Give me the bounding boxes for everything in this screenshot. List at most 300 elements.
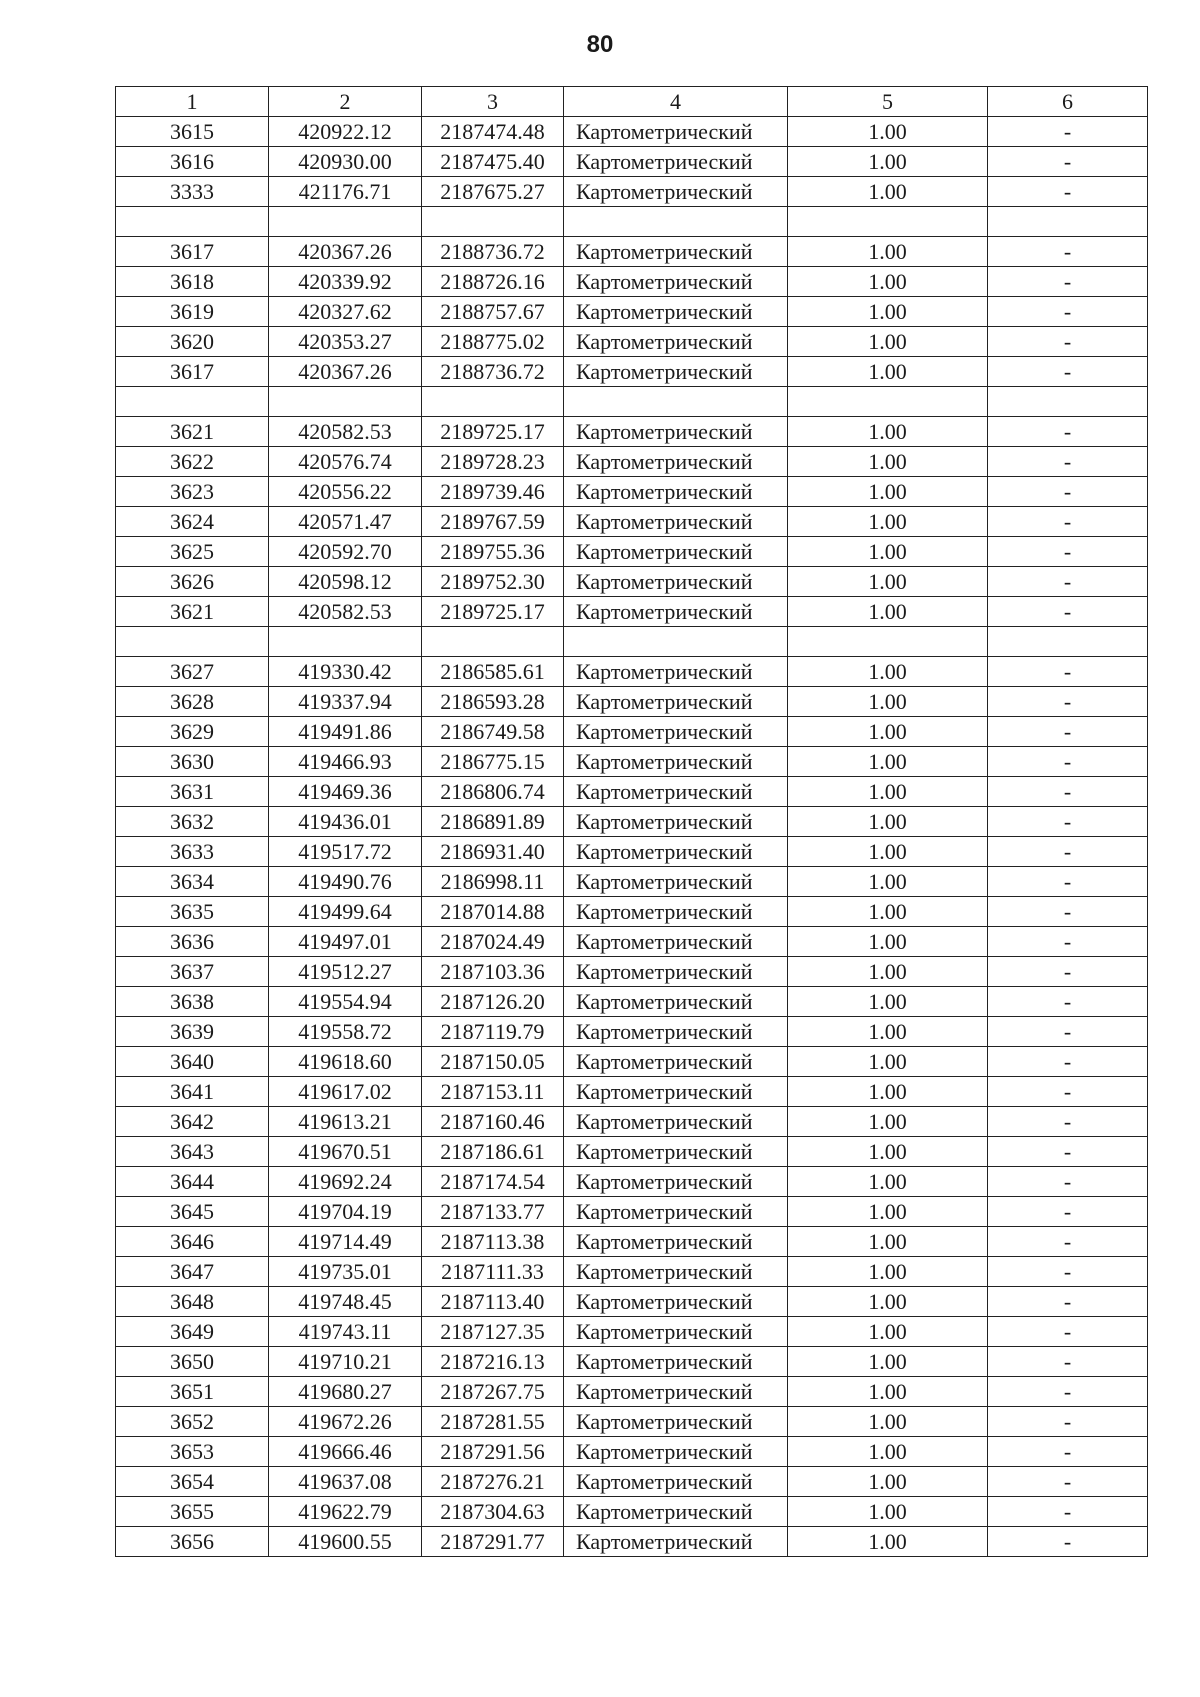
note-cell: - xyxy=(988,927,1148,957)
table-row xyxy=(116,1287,1148,1317)
y-coordinate-cell: 2188736.72 xyxy=(422,237,564,267)
accuracy-cell: 1.00 xyxy=(788,747,988,777)
note-cell: - xyxy=(988,1527,1148,1557)
accuracy-cell: 1.00 xyxy=(788,147,988,177)
point-number-cell: 3635 xyxy=(116,897,269,927)
accuracy-cell: 1.00 xyxy=(788,477,988,507)
method-cell: Картометрический xyxy=(564,1137,788,1167)
table-row xyxy=(116,1257,1148,1287)
accuracy-cell: 1.00 xyxy=(788,1197,988,1227)
accuracy-cell: 1.00 xyxy=(788,687,988,717)
method-cell: Картометрический xyxy=(564,447,788,477)
accuracy-cell: 1.00 xyxy=(788,777,988,807)
point-number-cell: 3617 xyxy=(116,237,269,267)
y-coordinate-cell: 2186891.89 xyxy=(422,807,564,837)
y-coordinate-cell: 2189755.36 xyxy=(422,537,564,567)
point-number-cell xyxy=(116,207,269,237)
accuracy-cell: 1.00 xyxy=(788,717,988,747)
accuracy-cell: 1.00 xyxy=(788,1437,988,1467)
x-coordinate-cell: 419517.72 xyxy=(269,837,422,867)
y-coordinate-cell: 2187475.40 xyxy=(422,147,564,177)
point-number-cell: 3616 xyxy=(116,147,269,177)
y-coordinate-cell: 2187186.61 xyxy=(422,1137,564,1167)
accuracy-cell: 1.00 xyxy=(788,657,988,687)
point-number-cell: 3642 xyxy=(116,1107,269,1137)
accuracy-cell: 1.00 xyxy=(788,1167,988,1197)
y-coordinate-cell: 2187126.20 xyxy=(422,987,564,1017)
method-cell: Картометрический xyxy=(564,1377,788,1407)
y-coordinate-cell: 2187127.35 xyxy=(422,1317,564,1347)
column-header: 6 xyxy=(988,87,1148,117)
method-cell: Картометрический xyxy=(564,837,788,867)
table-row xyxy=(116,1017,1148,1047)
table-row xyxy=(116,417,1148,447)
table-row xyxy=(116,687,1148,717)
y-coordinate-cell: 2189725.17 xyxy=(422,597,564,627)
x-coordinate-cell: 419558.72 xyxy=(269,1017,422,1047)
table-row xyxy=(116,597,1148,627)
point-number-cell: 3651 xyxy=(116,1377,269,1407)
point-number-cell: 3638 xyxy=(116,987,269,1017)
point-number-cell: 3634 xyxy=(116,867,269,897)
table-row xyxy=(116,747,1148,777)
x-coordinate-cell: 420367.26 xyxy=(269,237,422,267)
note-cell: - xyxy=(988,1317,1148,1347)
note-cell: - xyxy=(988,1197,1148,1227)
y-coordinate-cell: 2188736.72 xyxy=(422,357,564,387)
note-cell xyxy=(988,627,1148,657)
accuracy-cell: 1.00 xyxy=(788,1137,988,1167)
method-cell: Картометрический xyxy=(564,1197,788,1227)
table-row xyxy=(116,717,1148,747)
x-coordinate-cell: 420582.53 xyxy=(269,597,422,627)
table-row xyxy=(116,1317,1148,1347)
method-cell: Картометрический xyxy=(564,897,788,927)
point-number-cell: 3647 xyxy=(116,1257,269,1287)
x-coordinate-cell: 419613.21 xyxy=(269,1107,422,1137)
accuracy-cell: 1.00 xyxy=(788,837,988,867)
accuracy-cell: 1.00 xyxy=(788,1047,988,1077)
point-number-cell: 3624 xyxy=(116,507,269,537)
point-number-cell xyxy=(116,627,269,657)
note-cell: - xyxy=(988,1017,1148,1047)
table-row xyxy=(116,117,1148,147)
accuracy-cell: 1.00 xyxy=(788,897,988,927)
table-row xyxy=(116,1347,1148,1377)
column-header: 5 xyxy=(788,87,988,117)
y-coordinate-cell: 2188726.16 xyxy=(422,267,564,297)
y-coordinate-cell: 2187304.63 xyxy=(422,1497,564,1527)
note-cell: - xyxy=(988,447,1148,477)
point-number-cell: 3621 xyxy=(116,417,269,447)
point-number-cell: 3333 xyxy=(116,177,269,207)
accuracy-cell: 1.00 xyxy=(788,1317,988,1347)
accuracy-cell: 1.00 xyxy=(788,1407,988,1437)
accuracy-cell: 1.00 xyxy=(788,1017,988,1047)
method-cell: Картометрический xyxy=(564,237,788,267)
point-number-cell xyxy=(116,387,269,417)
table-row xyxy=(116,1377,1148,1407)
note-cell: - xyxy=(988,537,1148,567)
y-coordinate-cell: 2189767.59 xyxy=(422,507,564,537)
point-number-cell: 3631 xyxy=(116,777,269,807)
table-row xyxy=(116,1167,1148,1197)
point-number-cell: 3648 xyxy=(116,1287,269,1317)
x-coordinate-cell: 420922.12 xyxy=(269,117,422,147)
y-coordinate-cell: 2189739.46 xyxy=(422,477,564,507)
point-number-cell: 3636 xyxy=(116,927,269,957)
table-row xyxy=(116,987,1148,1017)
note-cell: - xyxy=(988,957,1148,987)
x-coordinate-cell: 419748.45 xyxy=(269,1287,422,1317)
point-number-cell: 3630 xyxy=(116,747,269,777)
point-number-cell: 3626 xyxy=(116,567,269,597)
x-coordinate-cell: 420576.74 xyxy=(269,447,422,477)
point-number-cell: 3633 xyxy=(116,837,269,867)
accuracy-cell xyxy=(788,207,988,237)
table-row xyxy=(116,1137,1148,1167)
method-cell: Картометрический xyxy=(564,987,788,1017)
point-number-cell: 3639 xyxy=(116,1017,269,1047)
accuracy-cell: 1.00 xyxy=(788,507,988,537)
point-number-cell: 3644 xyxy=(116,1167,269,1197)
method-cell: Картометрический xyxy=(564,1287,788,1317)
y-coordinate-cell: 2187276.21 xyxy=(422,1467,564,1497)
table-row xyxy=(116,807,1148,837)
y-coordinate-cell: 2186998.11 xyxy=(422,867,564,897)
coordinates-table xyxy=(115,86,1148,1557)
y-coordinate-cell: 2187133.77 xyxy=(422,1197,564,1227)
accuracy-cell: 1.00 xyxy=(788,357,988,387)
y-coordinate-cell: 2187113.38 xyxy=(422,1227,564,1257)
point-number-cell: 3620 xyxy=(116,327,269,357)
point-number-cell: 3632 xyxy=(116,807,269,837)
method-cell: Картометрический xyxy=(564,267,788,297)
accuracy-cell: 1.00 xyxy=(788,1107,988,1137)
accuracy-cell: 1.00 xyxy=(788,1257,988,1287)
note-cell: - xyxy=(988,1287,1148,1317)
table-row xyxy=(116,1227,1148,1257)
point-number-cell: 3617 xyxy=(116,357,269,387)
note-cell xyxy=(988,207,1148,237)
note-cell: - xyxy=(988,297,1148,327)
method-cell: Картометрический xyxy=(564,957,788,987)
note-cell: - xyxy=(988,177,1148,207)
column-header: 3 xyxy=(422,87,564,117)
note-cell: - xyxy=(988,147,1148,177)
accuracy-cell: 1.00 xyxy=(788,267,988,297)
y-coordinate-cell: 2189725.17 xyxy=(422,417,564,447)
method-cell: Картометрический xyxy=(564,417,788,447)
table-row xyxy=(116,1107,1148,1137)
note-cell: - xyxy=(988,117,1148,147)
point-number-cell: 3654 xyxy=(116,1467,269,1497)
point-number-cell: 3621 xyxy=(116,597,269,627)
method-cell: Картометрический xyxy=(564,1257,788,1287)
x-coordinate-cell: 419670.51 xyxy=(269,1137,422,1167)
table-row xyxy=(116,1197,1148,1227)
method-cell: Картометрический xyxy=(564,657,788,687)
point-number-cell: 3640 xyxy=(116,1047,269,1077)
x-coordinate-cell: 419436.01 xyxy=(269,807,422,837)
method-cell: Картометрический xyxy=(564,807,788,837)
x-coordinate-cell: 419491.86 xyxy=(269,717,422,747)
table-row xyxy=(116,1437,1148,1467)
note-cell: - xyxy=(988,1497,1148,1527)
accuracy-cell: 1.00 xyxy=(788,417,988,447)
y-coordinate-cell: 2187174.54 xyxy=(422,1167,564,1197)
method-cell: Картометрический xyxy=(564,1107,788,1137)
method-cell: Картометрический xyxy=(564,327,788,357)
x-coordinate-cell: 420367.26 xyxy=(269,357,422,387)
x-coordinate-cell: 419692.24 xyxy=(269,1167,422,1197)
point-number-cell: 3655 xyxy=(116,1497,269,1527)
table-row xyxy=(116,567,1148,597)
accuracy-cell: 1.00 xyxy=(788,1377,988,1407)
x-coordinate-cell: 419704.19 xyxy=(269,1197,422,1227)
point-number-cell: 3650 xyxy=(116,1347,269,1377)
column-header: 4 xyxy=(564,87,788,117)
accuracy-cell: 1.00 xyxy=(788,177,988,207)
note-cell: - xyxy=(988,327,1148,357)
note-cell: - xyxy=(988,1047,1148,1077)
x-coordinate-cell: 419337.94 xyxy=(269,687,422,717)
point-number-cell: 3628 xyxy=(116,687,269,717)
y-coordinate-cell: 2186806.74 xyxy=(422,777,564,807)
note-cell: - xyxy=(988,417,1148,447)
y-coordinate-cell: 2187119.79 xyxy=(422,1017,564,1047)
note-cell: - xyxy=(988,987,1148,1017)
note-cell: - xyxy=(988,477,1148,507)
note-cell: - xyxy=(988,717,1148,747)
table-row xyxy=(116,1467,1148,1497)
x-coordinate-cell: 419499.64 xyxy=(269,897,422,927)
point-number-cell: 3615 xyxy=(116,117,269,147)
x-coordinate-cell: 419714.49 xyxy=(269,1227,422,1257)
y-coordinate-cell: 2188775.02 xyxy=(422,327,564,357)
table-row xyxy=(116,1527,1148,1557)
accuracy-cell: 1.00 xyxy=(788,1347,988,1377)
y-coordinate-cell xyxy=(422,387,564,417)
note-cell: - xyxy=(988,867,1148,897)
page-number: 80 xyxy=(586,31,614,58)
method-cell: Картометрический xyxy=(564,597,788,627)
x-coordinate-cell: 419466.93 xyxy=(269,747,422,777)
x-coordinate-cell xyxy=(269,387,422,417)
accuracy-cell: 1.00 xyxy=(788,537,988,567)
method-cell: Картометрический xyxy=(564,537,788,567)
table-row xyxy=(116,267,1148,297)
y-coordinate-cell: 2187014.88 xyxy=(422,897,564,927)
table-row xyxy=(116,447,1148,477)
x-coordinate-cell: 420556.22 xyxy=(269,477,422,507)
point-number-cell: 3656 xyxy=(116,1527,269,1557)
accuracy-cell xyxy=(788,387,988,417)
y-coordinate-cell: 2186585.61 xyxy=(422,657,564,687)
y-coordinate-cell: 2187291.56 xyxy=(422,1437,564,1467)
table-row xyxy=(116,207,1148,237)
table-row xyxy=(116,477,1148,507)
accuracy-cell: 1.00 xyxy=(788,237,988,267)
point-number-cell: 3618 xyxy=(116,267,269,297)
note-cell: - xyxy=(988,1377,1148,1407)
accuracy-cell: 1.00 xyxy=(788,1077,988,1107)
x-coordinate-cell: 420327.62 xyxy=(269,297,422,327)
table-body xyxy=(116,117,1148,1557)
x-coordinate-cell: 420930.00 xyxy=(269,147,422,177)
method-cell: Картометрический xyxy=(564,747,788,777)
x-coordinate-cell: 419554.94 xyxy=(269,987,422,1017)
point-number-cell: 3645 xyxy=(116,1197,269,1227)
note-cell: - xyxy=(988,357,1148,387)
header-row xyxy=(116,87,1148,117)
table-row xyxy=(116,957,1148,987)
point-number-cell: 3643 xyxy=(116,1137,269,1167)
y-coordinate-cell: 2187153.11 xyxy=(422,1077,564,1107)
method-cell xyxy=(564,207,788,237)
method-cell: Картометрический xyxy=(564,1407,788,1437)
point-number-cell: 3619 xyxy=(116,297,269,327)
y-coordinate-cell: 2189728.23 xyxy=(422,447,564,477)
y-coordinate-cell: 2187675.27 xyxy=(422,177,564,207)
accuracy-cell: 1.00 xyxy=(788,327,988,357)
y-coordinate-cell: 2186775.15 xyxy=(422,747,564,777)
table-row xyxy=(116,777,1148,807)
x-coordinate-cell xyxy=(269,207,422,237)
x-coordinate-cell: 420339.92 xyxy=(269,267,422,297)
table-row xyxy=(116,537,1148,567)
method-cell: Картометрический xyxy=(564,777,788,807)
point-number-cell: 3649 xyxy=(116,1317,269,1347)
table-row xyxy=(116,1077,1148,1107)
method-cell: Картометрический xyxy=(564,927,788,957)
y-coordinate-cell: 2186931.40 xyxy=(422,837,564,867)
table-row xyxy=(116,867,1148,897)
table-row xyxy=(116,837,1148,867)
method-cell: Картометрический xyxy=(564,117,788,147)
method-cell: Картометрический xyxy=(564,357,788,387)
x-coordinate-cell: 419666.46 xyxy=(269,1437,422,1467)
x-coordinate-cell: 419490.76 xyxy=(269,867,422,897)
y-coordinate-cell xyxy=(422,207,564,237)
accuracy-cell xyxy=(788,627,988,657)
note-cell: - xyxy=(988,1227,1148,1257)
x-coordinate-cell: 419622.79 xyxy=(269,1497,422,1527)
point-number-cell: 3627 xyxy=(116,657,269,687)
note-cell: - xyxy=(988,1407,1148,1437)
note-cell: - xyxy=(988,597,1148,627)
table-row xyxy=(116,657,1148,687)
accuracy-cell: 1.00 xyxy=(788,1227,988,1257)
x-coordinate-cell: 420592.70 xyxy=(269,537,422,567)
point-number-cell: 3625 xyxy=(116,537,269,567)
note-cell: - xyxy=(988,1257,1148,1287)
method-cell: Картометрический xyxy=(564,1467,788,1497)
x-coordinate-cell: 419743.11 xyxy=(269,1317,422,1347)
x-coordinate-cell: 420598.12 xyxy=(269,567,422,597)
note-cell: - xyxy=(988,777,1148,807)
y-coordinate-cell: 2187111.33 xyxy=(422,1257,564,1287)
note-cell: - xyxy=(988,897,1148,927)
accuracy-cell: 1.00 xyxy=(788,1287,988,1317)
table-header xyxy=(116,87,1148,117)
method-cell: Картометрический xyxy=(564,687,788,717)
point-number-cell: 3652 xyxy=(116,1407,269,1437)
table-row xyxy=(116,1497,1148,1527)
table-row xyxy=(116,1407,1148,1437)
method-cell: Картометрический xyxy=(564,1527,788,1557)
table-row xyxy=(116,177,1148,207)
note-cell xyxy=(988,387,1148,417)
method-cell: Картометрический xyxy=(564,177,788,207)
method-cell: Картометрический xyxy=(564,1017,788,1047)
note-cell: - xyxy=(988,1077,1148,1107)
x-coordinate-cell: 419469.36 xyxy=(269,777,422,807)
x-coordinate-cell: 419672.26 xyxy=(269,1407,422,1437)
y-coordinate-cell: 2187160.46 xyxy=(422,1107,564,1137)
method-cell: Картометрический xyxy=(564,867,788,897)
y-coordinate-cell: 2189752.30 xyxy=(422,567,564,597)
point-number-cell: 3653 xyxy=(116,1437,269,1467)
x-coordinate-cell: 420571.47 xyxy=(269,507,422,537)
note-cell: - xyxy=(988,837,1148,867)
accuracy-cell: 1.00 xyxy=(788,597,988,627)
table-row xyxy=(116,627,1148,657)
method-cell: Картометрический xyxy=(564,1167,788,1197)
note-cell: - xyxy=(988,1167,1148,1197)
method-cell: Картометрический xyxy=(564,147,788,177)
table-row xyxy=(116,1047,1148,1077)
note-cell: - xyxy=(988,1107,1148,1137)
table-row xyxy=(116,927,1148,957)
method-cell: Картометрический xyxy=(564,1047,788,1077)
y-coordinate-cell xyxy=(422,627,564,657)
accuracy-cell: 1.00 xyxy=(788,807,988,837)
method-cell: Картометрический xyxy=(564,1437,788,1467)
accuracy-cell: 1.00 xyxy=(788,117,988,147)
y-coordinate-cell: 2187281.55 xyxy=(422,1407,564,1437)
method-cell: Картометрический xyxy=(564,1077,788,1107)
accuracy-cell: 1.00 xyxy=(788,987,988,1017)
accuracy-cell: 1.00 xyxy=(788,1527,988,1557)
point-number-cell: 3641 xyxy=(116,1077,269,1107)
y-coordinate-cell: 2187291.77 xyxy=(422,1527,564,1557)
note-cell: - xyxy=(988,687,1148,717)
y-coordinate-cell: 2187113.40 xyxy=(422,1287,564,1317)
table-row xyxy=(116,297,1148,327)
accuracy-cell: 1.00 xyxy=(788,1497,988,1527)
accuracy-cell: 1.00 xyxy=(788,927,988,957)
x-coordinate-cell xyxy=(269,627,422,657)
note-cell: - xyxy=(988,267,1148,297)
method-cell: Картометрический xyxy=(564,1347,788,1377)
y-coordinate-cell: 2187474.48 xyxy=(422,117,564,147)
column-header: 2 xyxy=(269,87,422,117)
method-cell: Картометрический xyxy=(564,717,788,747)
note-cell: - xyxy=(988,807,1148,837)
x-coordinate-cell: 419330.42 xyxy=(269,657,422,687)
y-coordinate-cell: 2187103.36 xyxy=(422,957,564,987)
method-cell: Картометрический xyxy=(564,1317,788,1347)
x-coordinate-cell: 420582.53 xyxy=(269,417,422,447)
table-row xyxy=(116,357,1148,387)
accuracy-cell: 1.00 xyxy=(788,957,988,987)
accuracy-cell: 1.00 xyxy=(788,1467,988,1497)
table-row xyxy=(116,897,1148,927)
x-coordinate-cell: 420353.27 xyxy=(269,327,422,357)
y-coordinate-cell: 2187150.05 xyxy=(422,1047,564,1077)
x-coordinate-cell: 419637.08 xyxy=(269,1467,422,1497)
